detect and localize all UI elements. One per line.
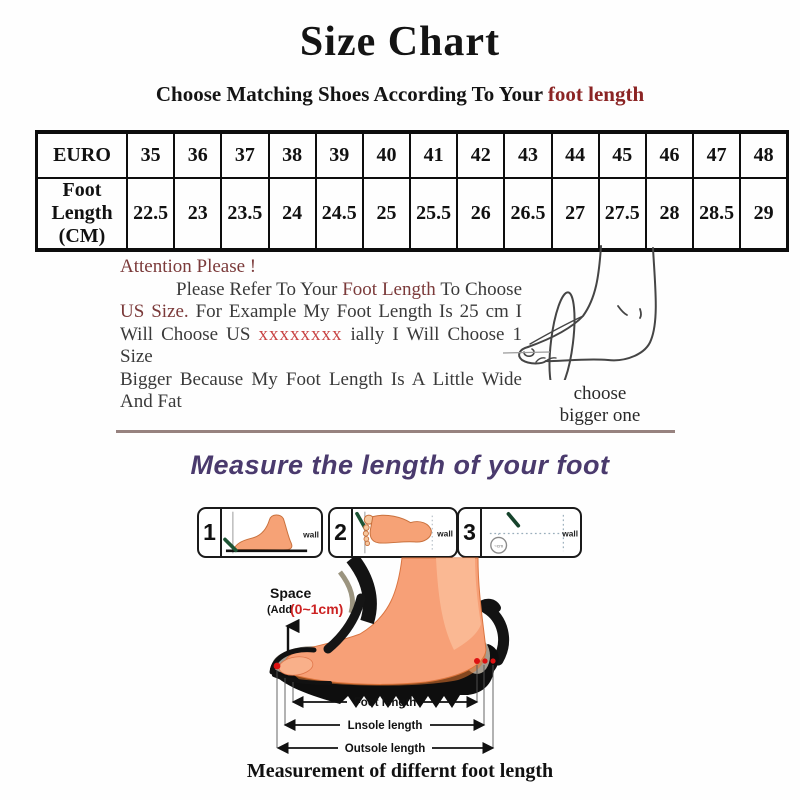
marker-pen-icon bbox=[508, 514, 518, 526]
size-cell: 40 bbox=[363, 132, 410, 178]
foot-tape-measure-illustration bbox=[500, 240, 705, 380]
length-cell: 28 bbox=[646, 178, 693, 250]
wall-label: wall bbox=[437, 528, 454, 539]
attention-text: To Choose bbox=[440, 278, 523, 300]
section-divider bbox=[116, 430, 675, 433]
attention-text: ially I Will Choose 1 Size bbox=[120, 323, 523, 367]
page-title: Size Chart bbox=[299, 19, 501, 65]
heel-point-dot bbox=[474, 658, 480, 664]
length-cell: 29 bbox=[740, 178, 787, 250]
size-cell: 45 bbox=[599, 132, 646, 178]
attention-highlight: US Size. bbox=[120, 301, 189, 322]
step-number: 1 bbox=[199, 509, 222, 556]
footprint-shape bbox=[370, 515, 431, 543]
foot-measurement-diagram bbox=[240, 556, 520, 758]
euro-row-header: EURO bbox=[37, 132, 128, 178]
step-2-art bbox=[353, 509, 456, 556]
length-cell: 23 bbox=[174, 178, 221, 250]
size-cell: 36 bbox=[174, 132, 221, 178]
length-cell: 27 bbox=[552, 178, 599, 250]
attention-highlight: Foot Length bbox=[342, 278, 436, 300]
attention-redacted-size: xxxxxxxx bbox=[258, 323, 343, 345]
attention-heading: Attention Please ! bbox=[120, 256, 257, 277]
outsole-length-label: Outsole length bbox=[344, 743, 426, 755]
step-number: 2 bbox=[330, 509, 353, 556]
wall-label: wall bbox=[562, 528, 579, 539]
attention-paragraph bbox=[120, 256, 522, 414]
marker-pen-icon bbox=[225, 539, 236, 550]
size-table bbox=[35, 130, 789, 252]
subtitle-highlight: foot length bbox=[547, 82, 645, 106]
measure-step-3 bbox=[457, 507, 582, 558]
attention-text: For Example My Foot Length Is 25 cm I bbox=[195, 301, 523, 322]
measure-step-1 bbox=[197, 507, 323, 558]
foot-length-label: Foot length bbox=[353, 697, 417, 709]
size-cell: 48 bbox=[740, 132, 787, 178]
length-cell: 27.5 bbox=[599, 178, 646, 250]
measure-step-2 bbox=[328, 507, 458, 558]
size-cell: 46 bbox=[646, 132, 693, 178]
attention-line: And Fat bbox=[120, 391, 182, 412]
size-cell: 47 bbox=[693, 132, 740, 178]
length-cell: 28.5 bbox=[693, 178, 740, 250]
measure-heading: Measure the length of your foot bbox=[190, 450, 610, 480]
wall-label: wall bbox=[303, 529, 320, 540]
footer-caption: Measurement of differnt foot length bbox=[246, 760, 554, 782]
choose-note-line: bigger one bbox=[559, 405, 641, 427]
size-cell: 42 bbox=[457, 132, 504, 178]
subtitle-text: Choose Matching Shoes According To Your bbox=[155, 82, 543, 106]
length-cell: 24 bbox=[269, 178, 316, 250]
choose-bigger-note bbox=[520, 383, 680, 427]
attention-text: Please Refer To Your bbox=[176, 278, 338, 300]
size-cell: 35 bbox=[127, 132, 174, 178]
size-cell: 37 bbox=[221, 132, 268, 178]
choose-note-line: choose bbox=[573, 383, 627, 404]
size-cell: 43 bbox=[504, 132, 551, 178]
step3-measure-illustration bbox=[482, 509, 580, 556]
cm-label: ~cm bbox=[493, 544, 504, 550]
length-cell: 26 bbox=[457, 178, 504, 250]
step-number: 3 bbox=[459, 509, 482, 556]
length-cell: 25.5 bbox=[410, 178, 457, 250]
step2-footprint-illustration bbox=[353, 509, 456, 556]
tape-end-line bbox=[503, 352, 550, 353]
size-cell: 39 bbox=[316, 132, 363, 178]
toe-point-dot bbox=[274, 663, 281, 670]
step-3-art bbox=[482, 509, 580, 556]
foot-length-row-header: Foot Length (CM) bbox=[37, 178, 128, 250]
length-cell: 23.5 bbox=[221, 178, 268, 250]
foot-side-shape bbox=[234, 515, 292, 550]
step1-foot-side-illustration bbox=[222, 509, 321, 556]
size-cell: 38 bbox=[269, 132, 316, 178]
length-cell: 24.5 bbox=[316, 178, 363, 250]
attention-line bbox=[120, 324, 522, 369]
range-label: (0~1cm) bbox=[290, 601, 344, 617]
size-table-wrapper bbox=[35, 130, 789, 252]
attention-line bbox=[120, 279, 522, 302]
size-cell: 41 bbox=[410, 132, 457, 178]
length-cell: 25 bbox=[363, 178, 410, 250]
attention-text: Will Choose US bbox=[120, 323, 251, 345]
size-cell: 44 bbox=[552, 132, 599, 178]
insole-length-label: Lnsole length bbox=[347, 720, 423, 732]
step-1-art bbox=[222, 509, 321, 556]
length-cell: 22.5 bbox=[127, 178, 174, 250]
add-label: (Add bbox=[267, 604, 293, 616]
page-subtitle bbox=[0, 82, 800, 107]
space-label: Space bbox=[270, 585, 312, 601]
length-cell: 26.5 bbox=[504, 178, 551, 250]
euro-row bbox=[37, 132, 788, 178]
attention-line: Bigger Because My Foot Length Is A Little Wide bbox=[120, 368, 522, 390]
attention-line bbox=[120, 301, 522, 324]
